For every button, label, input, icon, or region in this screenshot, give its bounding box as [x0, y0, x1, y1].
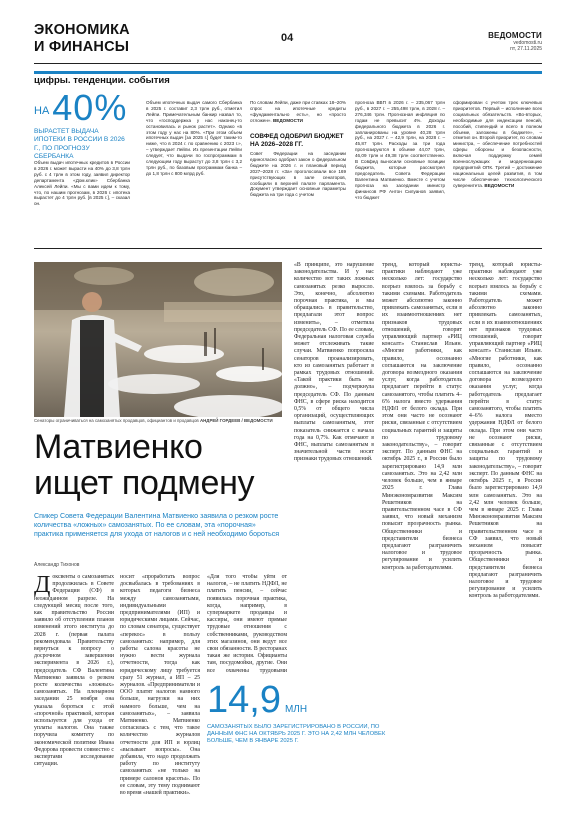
budget-headline: СОВФЕД ОДОБРИЛ БЮДЖЕТ НА 2026–2028 ГГ.: [250, 133, 344, 148]
drop-cap: Д: [34, 574, 51, 598]
article-lead: Спикер Совета Федерации Валентина Матвиенко заявила о резком росте количества «ложных» самозанятых. По ее словам, эта «порочная» практика применяется для ухода от налогов и с ней необходимо бороться: [34, 512, 280, 539]
issue-date: пт, 27.11.2025: [510, 46, 542, 52]
section-divider: [34, 248, 542, 249]
article-column-2-text: носит «проработать вопрос досвыбалась в требованиях в которых педагоги бизнеса между самозанятыми, индивидуальными предпринимателями (ИП) и юридическими лицами. Сейчас, по словам сенатора, существует «перекос» в пользу самозанятых: например, для работы салона красоты не нужно вести журнала отчетности, тогда как юридическому лицу требуется сразу 51 журнал, а ИП – 25 журналов. «Предприниматели и ООО платят налогов намного больше, нагрузки на них намного больше, чем на самозанятых», – заявила Матвиенко. Матвиенко согласилась с тем, что такое количество журналов отчетности для ИП и юрлиц «вызывает вопросы». Она добавила, что надо продолжать работу по институту самозанятых «не только на примере салонов красоты». По ее словам, эту тему поднимают во время «нашей практики».: [120, 574, 200, 797]
mortgage-text-3: [250, 100, 346, 124]
budget-text-3-body: сформирован с учетом трех ключевых приоритетов. Первый – исполнение всех социальных обязательств. «Во-вторых, необходимые для индексации пенсий, пособий, стипендий и всего в полном объеме, заложены в бюджете», – отметил он. Второй приоритет, по словам министра, – обеспечение потребностей сферы обороны и безопасности, включая поддержку семей военнослужащих и модернизацию предприятий ОПК. Третий – достижение национальных целей развития, в том числе обеспечение технологического суверенитета.: [453, 100, 542, 188]
article-column-4: [294, 262, 374, 676]
article-column-3-text: «Для того чтобы уйти от налогов, – не платить НДФЛ, не платить пенсии, – сейчас появилась порочная практика, когда, например, в супермаркете продавцы и кассиры, они имеют прямые трудовые отношения с собственниками, руководством этих магазинов, они ведут все свои обязанности. В ресторанах такая же история. Официанты там, посудомойки, другие. Они все охвачены трудовыми: [207, 574, 287, 674]
mortgage-text-3-body: По словам Лейпи, даже при ставках 18–20% спрос на ипотечные кредиты «фундаментально есть», но «просто отложен».: [250, 100, 346, 123]
stat-number: 14,9: [207, 679, 281, 721]
masthead: [488, 31, 542, 52]
rubric-bar: [34, 71, 542, 74]
mortgage-text-2: Объем ипотечных выдач самого Сбербанка в 2025 г. составит 2,3 трлн руб., отметил Лейпи. Примечательным банкир назвал то, что «господдержка у нас наконец-то остановилась и рынок растет». Однако «в этом году у нас на 80%. «При этом объем ипотечных выдач [за 2025 г.] будет таким-то ниже, что в 2024 г. по сравнению с 2023 г.», – утверждает Лейпи. Из презентации Лейпи следует, что выдачи по госпрограммам в следующем году вырастут до 3,8 трлн с 3,2 трлн руб., по базовым программам банка – до 1,8 трлн с 800 млрд руб.: [146, 100, 242, 176]
budget-text-1: Совет Федерации на заседании единогласно одобрил закон о федеральном бюджете на 2026 г. и плановый период 2027–2028 гг. «За» проголосовали все 169 присутствующих в зале сенаторов, сообщили в верхней палате парламента. Документ утверждает основные параметры бюджета на три года с учетом: [250, 151, 346, 198]
budget-text-3: [453, 100, 542, 189]
article-headline: Матвиенко ищет подмену: [34, 428, 255, 502]
brand-logo: ВЕДОМОСТИ: [488, 31, 542, 40]
article-column-1: [34, 574, 114, 830]
budget-signature: ВЕДОМОСТИ: [484, 182, 515, 188]
page-number: 04: [281, 32, 294, 44]
article-column-2: [120, 574, 200, 830]
photo-caption: [34, 418, 284, 423]
photo-credit: АНДРЕЙ ГОРДЕЕВ / ВЕДОМОСТИ: [199, 418, 273, 423]
photo-caption-text: Сенаторы ограничиваться на самозанятых продавцов, официантов и продавцов: [34, 418, 199, 423]
article-author: Александр Тихонов: [34, 562, 80, 568]
header-divider: [34, 63, 542, 64]
budget-text-2: прогноза ВВП в 2026 г. – 235,067 трлн руб., в 2027 г. – 255,498 трлн, в 2028 г. – 276,346 трлн. Прогнозная инфляция по годам не превысит 4%. Доходы федерального бюджета в 2026 г. запланированы на уровне 40,28 трлн руб., на 2027 г. – 42,9 трлн, на 2028 г. – 45,87 трлн. Расходы за три года прогнозируются в объеме 44,07 трлн, 46,09 трлн и 49,38 трлн соответственно. В Совфед выносили основные позиции бюджета, которые рассмотрел председатель Совета Федерации Валентина Матвиенко. Вместе с учетом прогноза на заседании министр финансов РФ Антон Силуанов заявил, что бюджет: [355, 100, 445, 200]
stat-unit: МЛН: [284, 704, 308, 715]
article-column-6: [469, 262, 542, 830]
stat-value: 40%: [52, 87, 128, 128]
site-url[interactable]: vedomosti.ru: [513, 40, 542, 46]
stat-caption: ВЫРАСТЕТ ВЫДАЧА ИПОТЕКИ В РОССИИ В 2026 Г., ПО ПРОГНОЗУ СБЕРБАНКА: [34, 128, 125, 160]
self-employed-stat: [207, 680, 307, 730]
stat-prefix: НА: [34, 105, 50, 117]
photo-illustration: [34, 262, 282, 417]
section-title: ЭКОНОМИКА И ФИНАНСЫ: [34, 22, 130, 55]
rubric-label: цифры. тенденции. события: [34, 75, 170, 86]
restaurant-photo: [34, 262, 282, 417]
article-column-1-text: оксвенты о самозанятых продолжилась в Совете Федерации (СФ) в неожиданном разрезе. На следующей месяц после того, как правительство России заявило об отступлении планов изменений этого института до 2028 г. (первая палата рекомендовала Правительству вернуться к вопросу о досрочном завершении эксперимента в 2026 г.), председатель СФ Валентина Матвиенко заявила о резком росте количества «ложных» самозанятых. На пленарном заседании 25 ноября она указала бороться с этой «порочной» практикой, которая используется для ухода от уплаты налогов. Она также поручила комитету по экономической политике Ивана Федорова провести совместно с экспертами исследование ситуации.: [34, 574, 114, 768]
article-column-5-text: тренд, который юристы-практики наблюдают уже несколько лет: государство всерьез взялось за борьбу с такими схемами. Работодатель может абсолютно законно привлекать самозанятых, если в их взаимоотношениях нет признаков трудовых отношений, говорит управляющий партнер «РИЦ консалт» Станислав Ильин. «Многие работники, как правило, осознанно соглашаются на заключение договора возмездного оказания услуг, когда работодатель предлагает перейти в статус самозанятого, чтобы платить 4–6% налога вместо удержания НДФЛ от белого оклада. При этом они часто не осознают риски, связанные с отсутствием социальных гарантий и защиты по трудовому законодательству», – говорит эксперт. По данным ФНС на октябрь 2025 г., в России было зарегистрировано 14,9 млн самозанятых. Это на 2,42 млн человек больше, чем в январе 2025 г. Глава Минэкономразвития Максим Решетников на правительственном часе в СФ заявил, что новый механизм повысит прозрачность рынка. Общественники и представители бизнеса предлагают разграничить налоговое и трудовое регулирование и усилить контроль за работодателями.: [382, 262, 462, 571]
article-column-5a: [382, 262, 462, 676]
mortgage-text-1: Объем выдач ипотечных кредитов в России в 2026 г. может вырасти на 40% до 3,8 трлн руб. с 4 трлн в этом году, заявил директор департамента «Дом.клик» Сбербанка Алексей Лейпи. «Мы с вами идем к тому, что, по нашим прогнозам, в 2026 г. ипотека вырастет до 4 трлн руб. [в 2025 г.], – сказал он.: [34, 160, 130, 207]
article-column-4-text: «В принципе, это нарушение законодательства. И у нас количество вот таких ложных самозанятых резко выросло. Это, конечно, абсолютно порочная практика, и мы обращались в правительство, предлагали этот вопрос изменить», – отметила председатель СФ. По ее словам, Федеральная налоговая служба может отслеживать такие случаи. Матвиенко попросила сенаторов проанализировать, кто из самозанятых работает в рамках трудовых отношений. «Такой практики быть не должно», – подчеркнула председатель СФ. По данным ФНС, в сфере риска находится 0,5% от общего числа организаций, осуществляющих выплаты самозанятым, этот показатель снижается с начала года на 0,7%. Как отмечают в ФНС, выплаты самозанятым в значительной части носят признаки трудовых отношений.: [294, 262, 374, 463]
mortgage-signature: ВЕДОМОСТИ: [272, 117, 303, 123]
article-column-3: [207, 574, 287, 676]
article-column-6-text: тренд, который юристы-практики наблюдают уже несколько лет: государство всерьез взялось за борьбу с такими схемами. Работодатель может абсолютно законно привлекать самозанятых, если в их взаимоотношениях нет признаков трудовых отношений, говорит управляющий партнер «РИЦ консалт» Станислав Ильин. «Многие работники, как правило, осознанно соглашаются на заключение договора возмездного оказания услуг, когда работодатель предлагает перейти в статус самозанятого, чтобы платить 4–6% налога вместо удержания НДФЛ от белого оклада. При этом они часто не осознают риски, связанные с отсутствием социальных гарантий и защиты по трудовому законодательству», – говорит эксперт. По данным ФНС на октябрь 2025 г., в России было зарегистрировано 14,9 млн самозанятых. Это на 2,42 млн человек больше, чем в январе 2025 г. Глава Минэкономразвития Максим Решетников на правительственном часе в СФ заявил, что новый механизм повысит прозрачность рынка. Общественники и представители бизнеса предлагают разграничить налоговое и трудовое регулирование и усилить контроль за работодателями.: [469, 262, 542, 600]
self-employed-caption: САМОЗАНЯТЫХ БЫЛО ЗАРЕГИСТРИРОВАНО В РОССИИ, ПО ДАННЫМ ФНС НА ОКТЯБРЬ 2025 Г. ЭТО НА 2,42 МЛН ЧЕЛОВЕК БОЛЬШЕ, ЧЕМ В ЯНВАРЕ 2025 Г.: [207, 724, 386, 745]
